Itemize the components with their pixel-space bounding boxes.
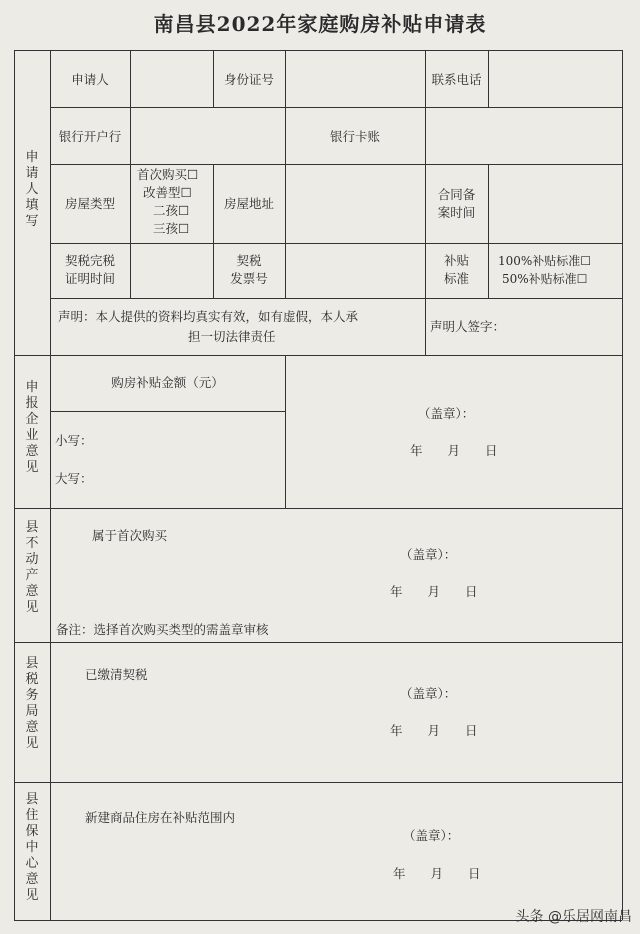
enterprise-seal-label: （盖章）： <box>418 406 475 421</box>
side-label-enterprise: 申报企业意见 <box>25 380 39 475</box>
signature-label: 声明人签字： <box>430 319 506 334</box>
cell-line <box>285 50 286 107</box>
applicant-label: 申请人 <box>71 72 109 87</box>
bank-label: 银行开户行 <box>58 129 122 144</box>
tax-time-label-line2: 证明时间 <box>64 271 115 286</box>
cell-line <box>488 243 489 298</box>
subsidy-standard-label-line1: 补贴 <box>443 253 469 268</box>
housing-opinion: 新建商品住房在补贴范围内 <box>85 810 236 825</box>
section-divider <box>14 782 622 783</box>
side-label-tax: 县税务局意见 <box>25 656 39 751</box>
contract-time-label-line2: 案时间 <box>437 205 476 220</box>
bank-account-label: 银行卡账 <box>329 129 380 144</box>
row-line <box>50 107 622 108</box>
side-column-divider <box>50 50 51 920</box>
cell-line <box>285 355 286 508</box>
contract-time-label-line1: 合同备 <box>437 187 476 202</box>
table-border-left <box>14 50 15 920</box>
row-line <box>50 164 622 165</box>
tax-time-label-line1: 契税完税 <box>64 253 115 268</box>
cell-line <box>130 243 131 298</box>
table-border-right <box>622 50 623 920</box>
section-divider <box>14 355 622 356</box>
subsidy-100-option[interactable]: 100%补贴标准☐ <box>498 254 592 268</box>
cell-line <box>488 164 489 243</box>
watermark: 头条 @乐居网南昌 <box>515 909 632 925</box>
real-estate-note: 备注：选择首次购买类型的需盖章审核 <box>56 622 269 637</box>
row-line <box>50 298 622 299</box>
cell-line <box>285 243 286 298</box>
cell-line <box>425 107 426 164</box>
housing-seal-label: （盖章）： <box>403 828 460 843</box>
section-divider <box>14 508 622 509</box>
house-type-second-child[interactable]: 二孩☐ <box>153 203 190 218</box>
side-label-applicant: 申请人填写 <box>25 150 39 229</box>
address-label: 房屋地址 <box>223 196 274 211</box>
section-divider <box>14 642 622 643</box>
cell-line <box>425 298 426 355</box>
cell-line <box>285 164 286 243</box>
phone-label: 联系电话 <box>431 72 482 87</box>
declaration-line2: 担一切法律责任 <box>188 329 276 344</box>
cell-line <box>130 50 131 107</box>
house-type-first-purchase[interactable]: 首次购买☐ <box>137 167 199 182</box>
real-estate-date-label: 年 月 日 <box>390 584 478 599</box>
tax-opinion: 已缴清契税 <box>85 667 148 682</box>
subsidy-50-option[interactable]: 50%补贴标准☐ <box>502 272 588 286</box>
cell-line <box>488 50 489 107</box>
declaration-line1: 声明：本人提供的资料均真实有效，如有虚假，本人承 <box>58 309 359 324</box>
id-number-label: 身份证号 <box>223 72 274 87</box>
form-title: 南昌县2022年家庭购房补贴申请表 <box>153 12 487 36</box>
amount-uppercase-label: 大写： <box>55 471 93 486</box>
cell-line <box>130 164 131 243</box>
side-label-housing: 县住保中心意见 <box>25 792 39 903</box>
enterprise-date-label: 年 月 日 <box>410 443 498 458</box>
tax-invoice-label-line2: 发票号 <box>230 271 268 286</box>
tax-invoice-label-line1: 契税 <box>236 253 262 268</box>
cell-line <box>130 107 131 164</box>
subsidy-amount-label: 购房补贴金额（元） <box>111 375 224 390</box>
housing-date-label: 年 月 日 <box>393 866 481 881</box>
house-type-third-child[interactable]: 三孩☐ <box>153 221 190 236</box>
row-line <box>50 243 622 244</box>
side-label-real-estate: 县不动产意见 <box>25 520 39 615</box>
subsidy-standard-label-line2: 标准 <box>443 271 469 286</box>
tax-date-label: 年 月 日 <box>390 723 478 738</box>
row-line <box>50 411 285 412</box>
table-border-top <box>14 50 622 51</box>
amount-lowercase-label: 小写： <box>55 433 93 448</box>
real-estate-seal-label: （盖章）： <box>400 547 457 562</box>
house-type-label: 房屋类型 <box>64 196 115 211</box>
tax-seal-label: （盖章）： <box>400 686 457 701</box>
real-estate-opinion: 属于首次购买 <box>92 528 168 543</box>
house-type-improvement[interactable]: 改善型☐ <box>143 185 192 200</box>
